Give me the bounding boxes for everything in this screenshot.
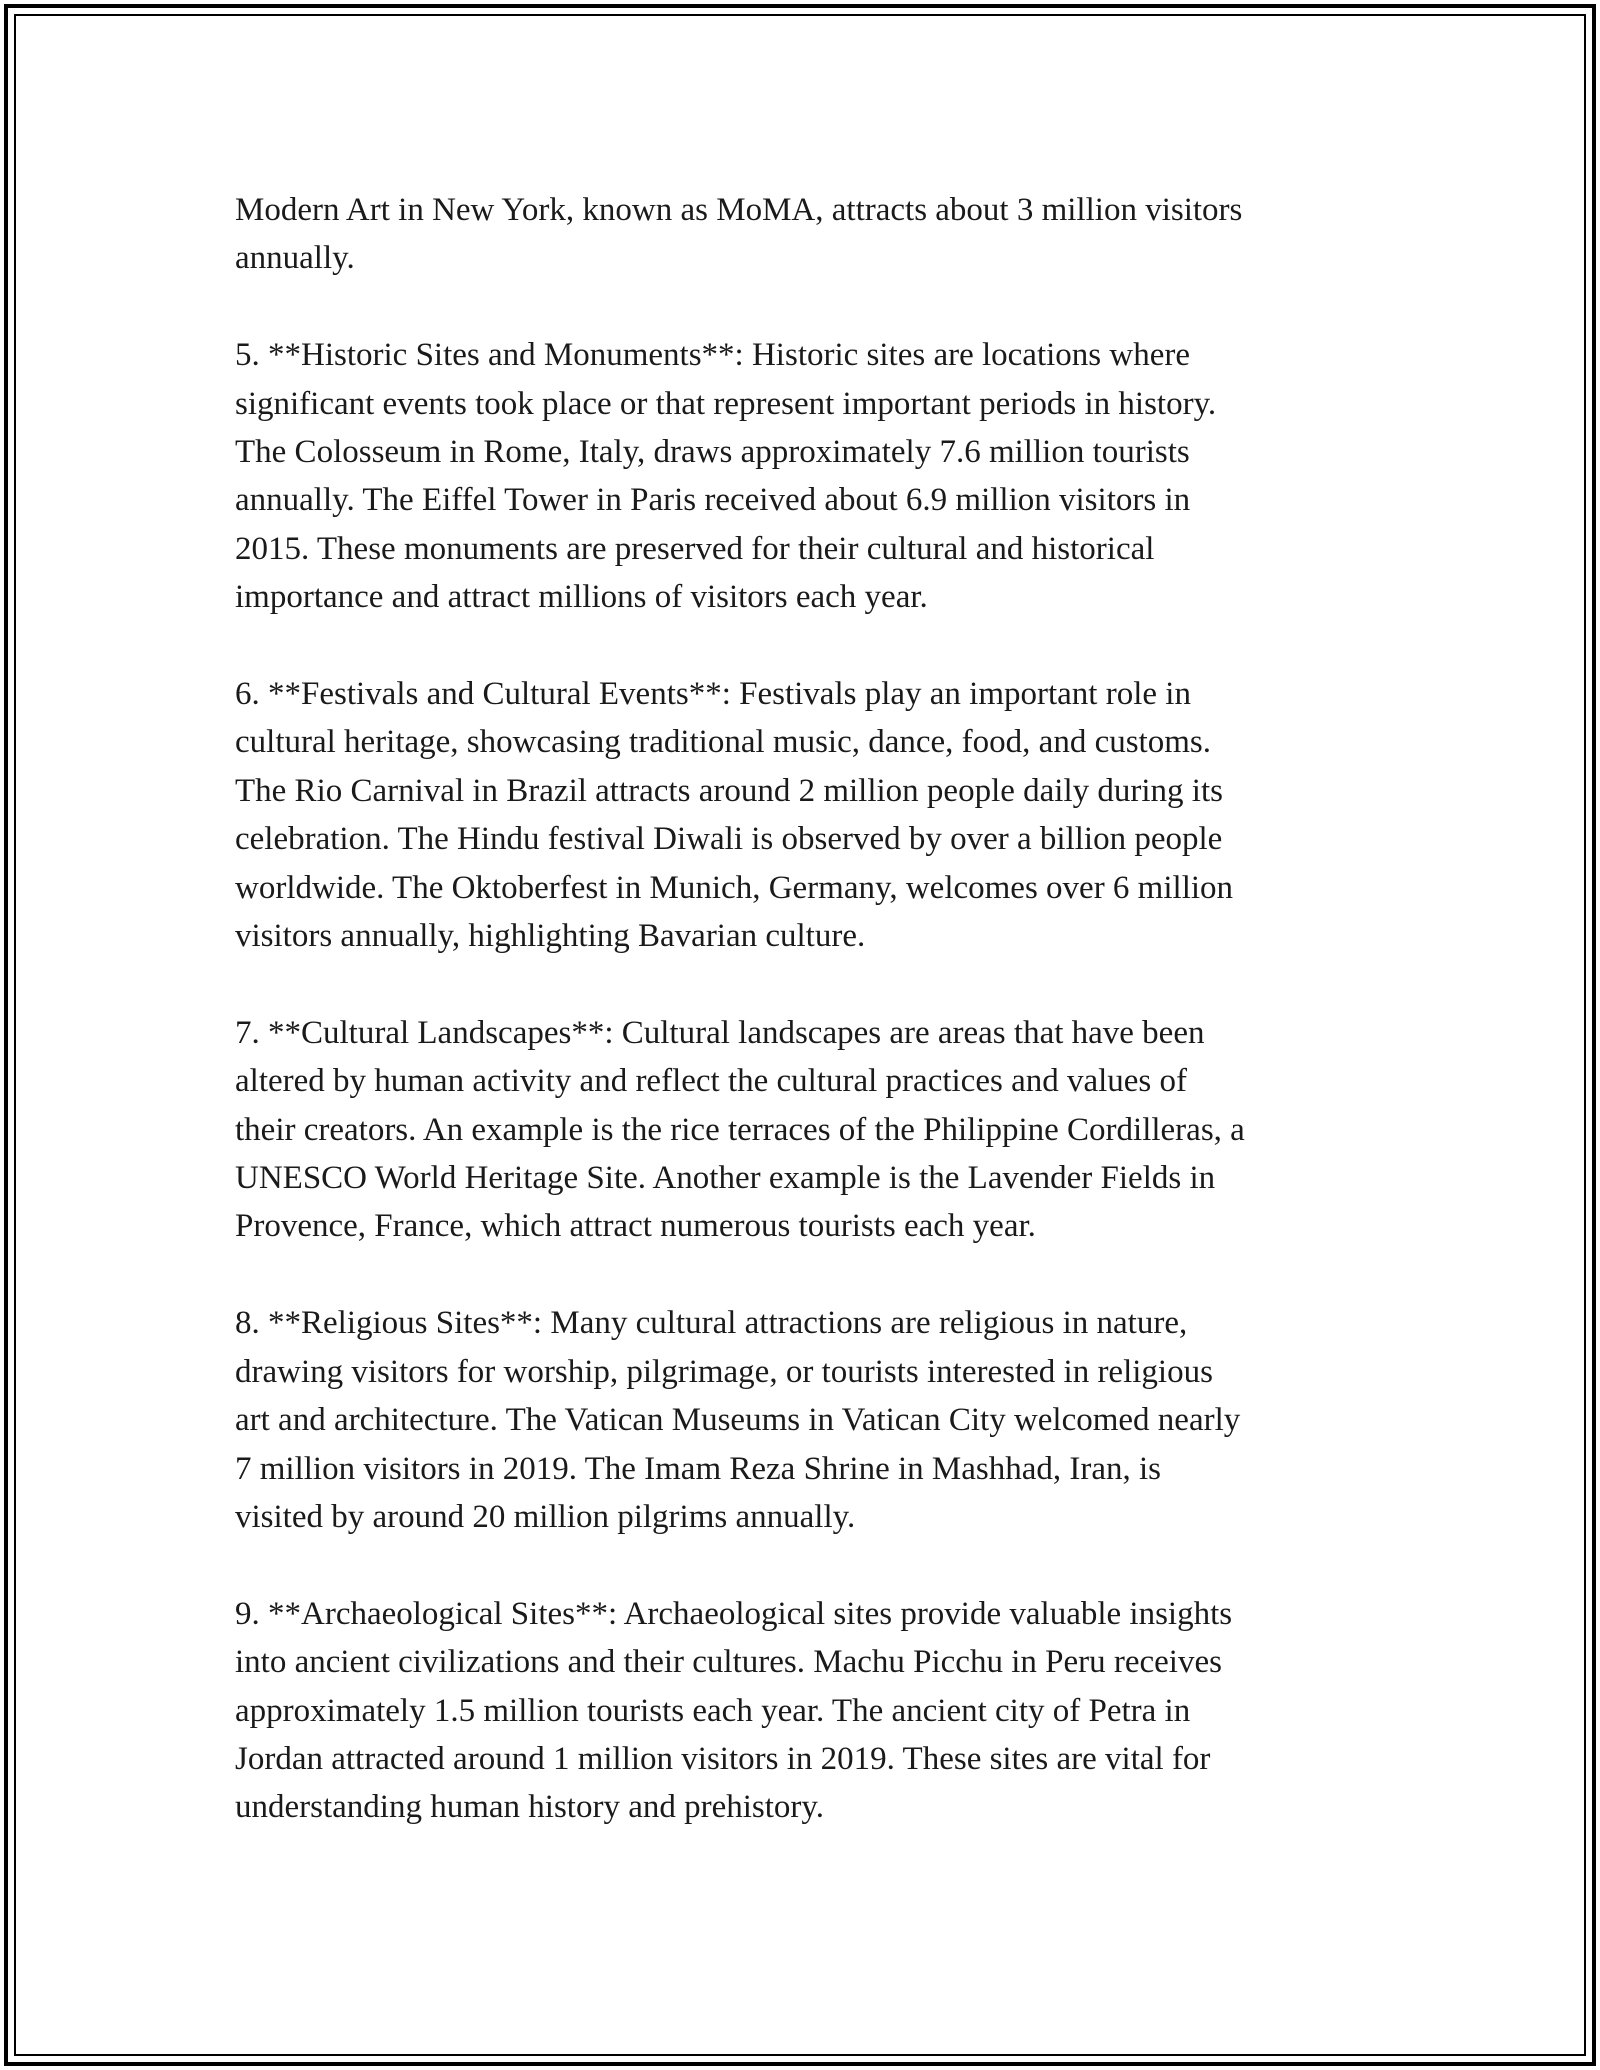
text-line: 8. **Religious Sites**: Many cultural attractions are religious in nature, <box>235 1305 1188 1342</box>
text-line: The Colosseum in Rome, Italy, draws approximately 7.6 million tourists <box>235 434 1190 471</box>
paragraph-cultural-landscapes <box>235 1009 1375 1251</box>
text-line: importance and attract millions of visitors each year. <box>235 579 928 616</box>
text-line: altered by human activity and reflect the cultural practices and values of <box>235 1063 1188 1100</box>
text-line: celebration. The Hindu festival Diwali is observed by over a billion people <box>235 821 1223 858</box>
paragraph-religious-sites <box>235 1299 1375 1541</box>
text-line: understanding human history and prehistory. <box>235 1789 825 1826</box>
text-line: drawing visitors for worship, pilgrimage, or tourists interested in religious <box>235 1353 1213 1390</box>
text-line: Provence, France, which attract numerous tourists each year. <box>235 1208 1036 1245</box>
text-line: 2015. These monuments are preserved for their cultural and historical <box>235 530 1155 567</box>
text-line: cultural heritage, showcasing traditional music, dance, food, and customs. <box>235 724 1211 761</box>
text-line: annually. <box>235 240 355 277</box>
text-line: 9. **Archaeological Sites**: Archaeological sites provide valuable insights <box>235 1595 1233 1632</box>
text-line: 5. **Historic Sites and Monuments**: Historic sites are locations where <box>235 337 1191 374</box>
text-line: UNESCO World Heritage Site. Another example is the Lavender Fields in <box>235 1160 1216 1197</box>
text-line: 7 million visitors in 2019. The Imam Reza Shrine in Mashhad, Iran, is <box>235 1450 1162 1487</box>
paragraph-moma-continuation <box>235 186 1375 283</box>
text-line: approximately 1.5 million tourists each year. The ancient city of Petra in <box>235 1692 1191 1729</box>
text-line: into ancient civilizations and their cultures. Machu Picchu in Peru receives <box>235 1644 1222 1681</box>
text-line: Modern Art in New York, known as MoMA, attracts about 3 million visitors <box>235 192 1243 228</box>
text-line: their creators. An example is the rice terraces of the Philippine Cordilleras, a <box>235 1111 1245 1148</box>
text-line: worldwide. The Oktoberfest in Munich, Germany, welcomes over 6 million <box>235 869 1234 906</box>
paragraph-historic-sites <box>235 331 1375 621</box>
document-body <box>235 186 1375 1880</box>
paragraph-festivals <box>235 670 1375 960</box>
text-line: Jordan attracted around 1 million visitors in 2019. These sites are vital for <box>235 1740 1211 1777</box>
text-line: 6. **Festivals and Cultural Events**: Festivals play an important role in <box>235 676 1191 713</box>
text-line: annually. The Eiffel Tower in Paris received about 6.9 million visitors in <box>235 482 1191 519</box>
text-line: The Rio Carnival in Brazil attracts around 2 million people daily during its <box>235 772 1223 809</box>
text-line: significant events took place or that represent important periods in history. <box>235 385 1217 422</box>
text-line: visited by around 20 million pilgrims annually. <box>235 1498 856 1535</box>
text-line: visitors annually, highlighting Bavarian culture. <box>235 918 866 955</box>
text-line: 7. **Cultural Landscapes**: Cultural landscapes are areas that have been <box>235 1014 1205 1051</box>
text-line: art and architecture. The Vatican Museums in Vatican City welcomed nearly <box>235 1402 1241 1439</box>
paragraph-archaeological-sites <box>235 1590 1375 1832</box>
